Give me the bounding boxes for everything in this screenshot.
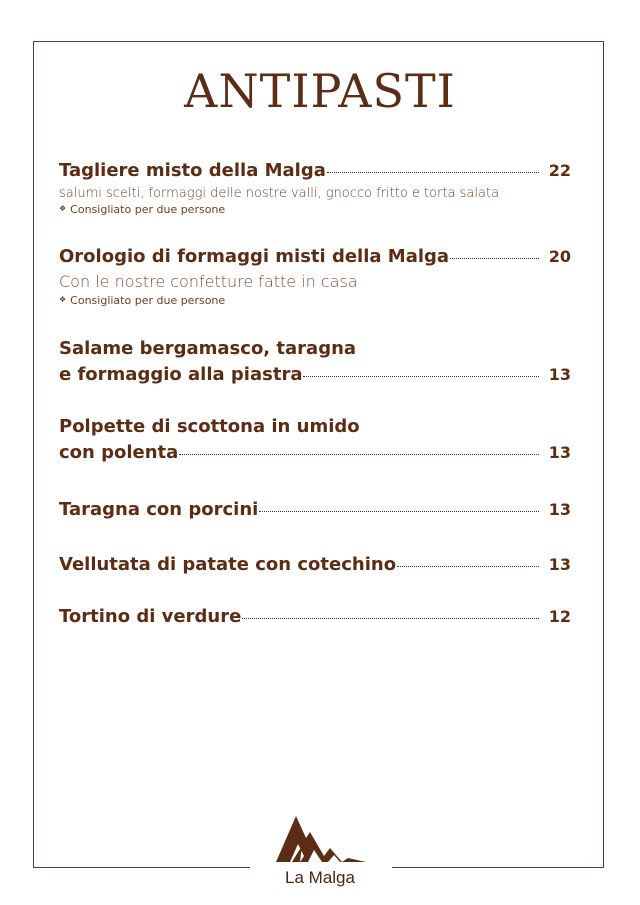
- menu-item-name-line1: Polpette di scottona in umido: [59, 416, 360, 437]
- menu-item-row: [59, 553, 571, 577]
- menu-item: [59, 605, 571, 629]
- diamond-bullet-icon: ❖: [59, 295, 67, 304]
- diamond-bullet-icon: ❖: [59, 204, 67, 213]
- menu-item-row: [59, 441, 571, 465]
- menu-item-price: 13: [548, 443, 571, 462]
- menu-item-row: [59, 363, 571, 387]
- menu-item-row: [59, 245, 571, 269]
- leader-dots: [303, 376, 539, 377]
- menu-item-row: [59, 159, 571, 183]
- menu-item-note-text: Consigliato per due persone: [70, 294, 226, 307]
- leader-dots: [450, 258, 539, 259]
- menu-item-description: salumi scelti, formaggi delle nostre valli, gnocco fritto e torta salata: [59, 186, 500, 201]
- menu-item-name-line2: con polenta: [59, 442, 179, 463]
- menu-item-price: 20: [548, 247, 571, 266]
- menu-item-price: 13: [548, 500, 571, 519]
- menu-item: [59, 553, 571, 577]
- page-title: ANTIPASTI: [184, 64, 456, 118]
- menu-item-name: Taragna con porcini: [59, 499, 259, 520]
- leader-dots: [179, 454, 539, 455]
- menu-item: [59, 337, 571, 387]
- menu-item-note: [59, 203, 571, 218]
- menu-item-name: Tagliere misto della Malga: [59, 160, 326, 181]
- menu-item-name-line2: e formaggio alla piastra: [59, 364, 303, 385]
- menu-item-price: 13: [548, 365, 571, 384]
- menu-item-note: [59, 294, 571, 309]
- menu-item: [59, 415, 571, 465]
- menu-item-price: 13: [548, 555, 571, 574]
- menu-item-note-text: Consigliato per due persone: [70, 203, 226, 216]
- menu-item-price: 12: [548, 607, 571, 626]
- leader-dots: [327, 172, 539, 173]
- menu-item: [59, 159, 571, 218]
- menu-item-price: 22: [548, 161, 571, 180]
- menu-item-name: Vellutata di patate con cotechino: [59, 554, 397, 575]
- menu-item-row: [59, 498, 571, 522]
- menu-item-name-line1: Salame bergamasco, taragna: [59, 338, 357, 359]
- leader-dots: [242, 618, 539, 619]
- menu-item-name: Orologio di formaggi misti della Malga: [59, 246, 450, 267]
- menu-item: [59, 245, 571, 309]
- menu-item: [59, 498, 571, 522]
- menu-item-name: Tortino di verdure: [59, 606, 242, 627]
- menu-item-description: Con le nostre confetture fatte in casa: [59, 272, 358, 291]
- leader-dots: [397, 566, 539, 567]
- leader-dots: [259, 511, 539, 512]
- menu-item-row: [59, 605, 571, 629]
- brand-name: La Malga: [285, 868, 355, 887]
